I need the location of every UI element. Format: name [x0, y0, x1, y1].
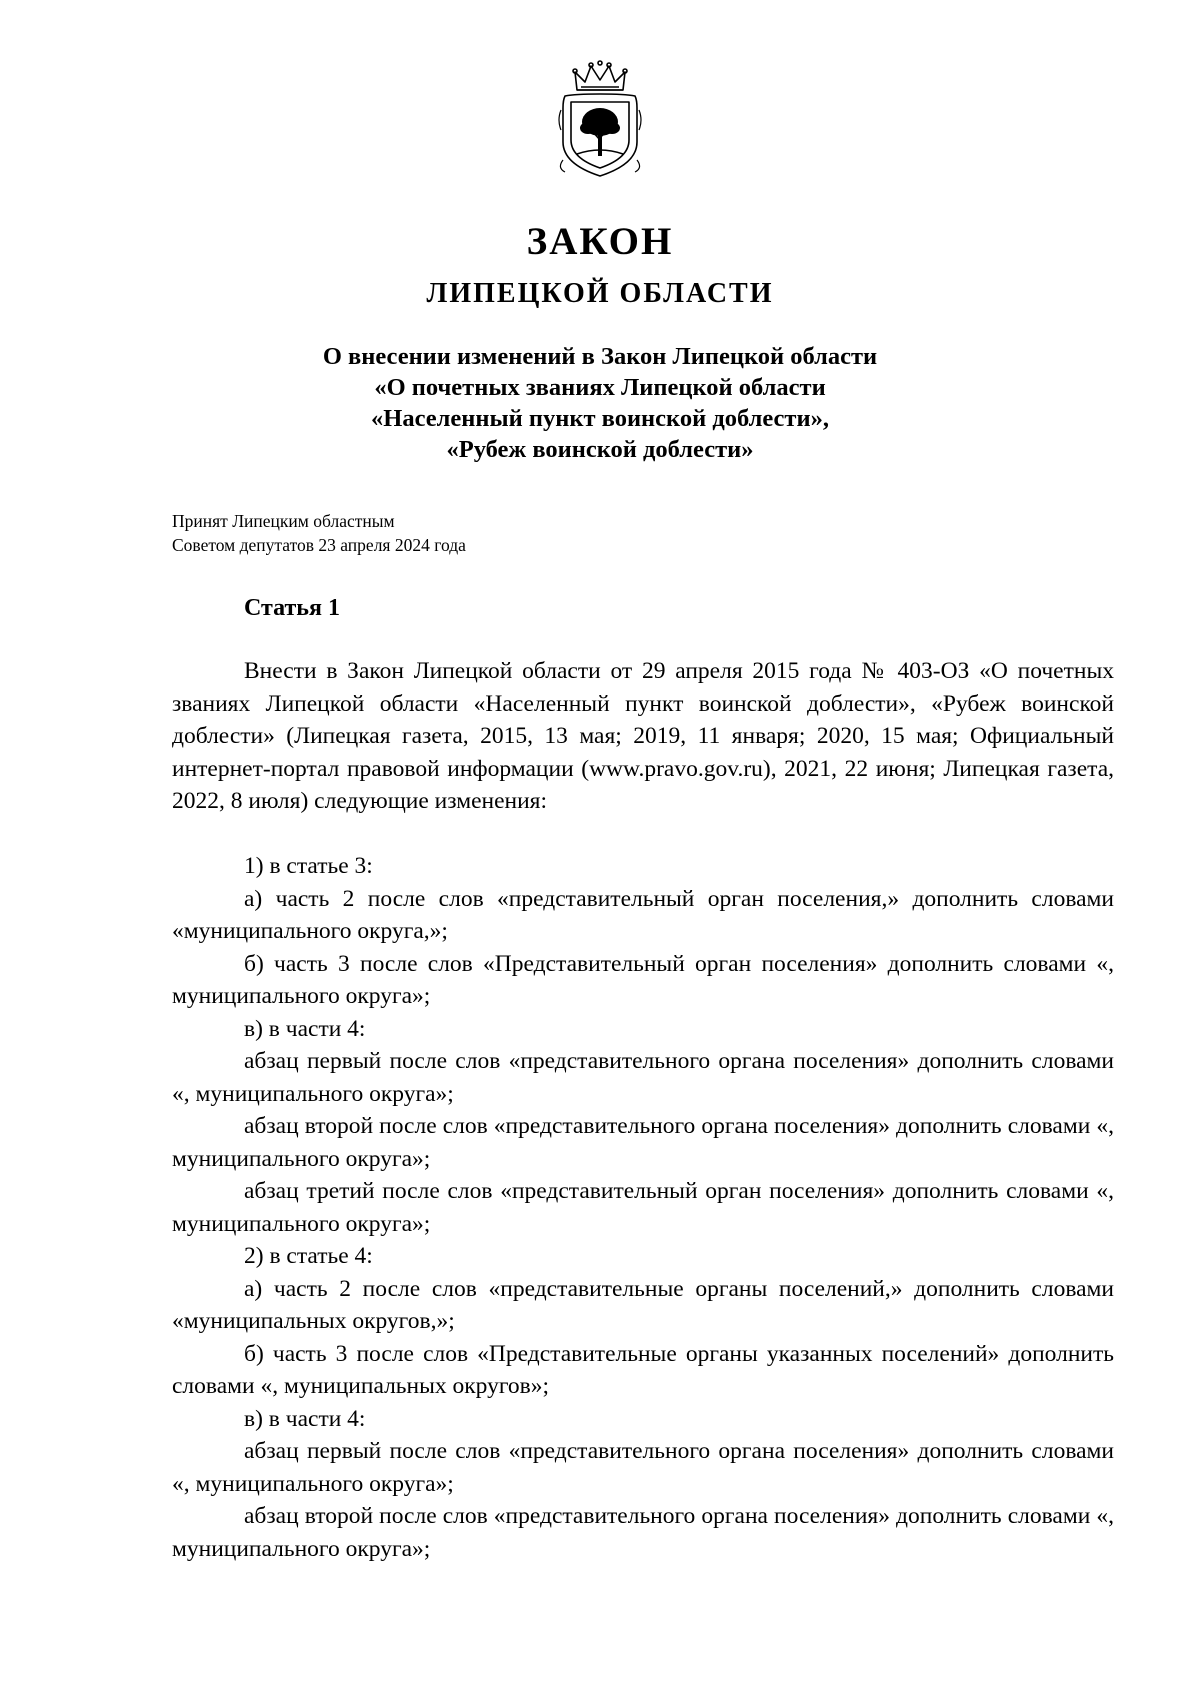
list-item: абзац первый после слов «представительного органа поселения» дополнить словами «, муниципального округа»; [172, 1048, 1114, 1107]
adoption-note [172, 509, 466, 557]
list-item: абзац третий после слов «представительный орган поселения» дополнить словами «, муниципального округа»; [172, 1178, 1114, 1237]
list-item: а) часть 2 после слов «представительный орган поселения,» дополнить словами «муниципального округа,»; [172, 885, 1114, 944]
adoption-line: Советом депутатов 23 апреля 2024 года [172, 535, 466, 555]
list-item: абзац второй после слов «представительного органа поселения» дополнить словами «, муниципального округа»; [172, 1503, 1114, 1562]
list-item: абзац первый после слов «представительного органа поселения» дополнить словами «, муниципального округа»; [172, 1438, 1114, 1497]
list-item: в) в части 4: [244, 1015, 366, 1042]
heading-line: О внесении изменений в Закон Липецкой области [322, 343, 878, 370]
law-heading [0, 341, 1200, 465]
list-item: абзац второй после слов «представительного органа поселения» дополнить словами «, муниципального округа»; [172, 1113, 1114, 1172]
region-title: ЛИПЕЦКОЙ ОБЛАСТИ [426, 278, 774, 309]
list-item: 2) в статье 4: [244, 1243, 373, 1269]
list-item: в) в части 4: [244, 1405, 366, 1432]
list-item: 1) в статье 3: [244, 853, 373, 879]
article-intro: Внести в Закон Липецкой области от 29 апреля 2015 года № 403-ОЗ «О почетных званиях Липецкой области «Населенный пункт воинской доблести», «Рубеж воинской доблести» (Липецкая газета, 2015, 13 мая; 2019, 11 января; 2020, 15 мая; Официальный интернет-портал правовой информации (www.pravo.gov.ru), 2021, 22 июня; Липецкая газета, 2022, 8 июля) следующие изменения: [172, 658, 1114, 814]
paragraph-gap [172, 818, 1114, 851]
coat-of-arms-icon [555, 60, 645, 180]
article-body [172, 655, 1114, 1565]
law-title: ЗАКОН [526, 220, 674, 263]
article-title: Статья 1 [244, 595, 340, 621]
heading-line: «Населенный пункт воинской доблести», [371, 405, 829, 432]
heading-line: «Рубеж воинской доблести» [446, 436, 754, 463]
list-item: б) часть 3 после слов «Представительные органы указанных поселений» дополнить словами «, муниципальных округов»; [172, 1340, 1114, 1399]
list-item: б) часть 3 после слов «Представительный орган поселения» дополнить словами «, муниципального округа»; [172, 950, 1114, 1009]
list-item: а) часть 2 после слов «представительные органы поселений,» дополнить словами «муниципальных округов,»; [172, 1275, 1114, 1334]
adoption-line: Принят Липецким областным [172, 511, 395, 531]
heading-line: «О почетных званиях Липецкой области [374, 374, 826, 401]
